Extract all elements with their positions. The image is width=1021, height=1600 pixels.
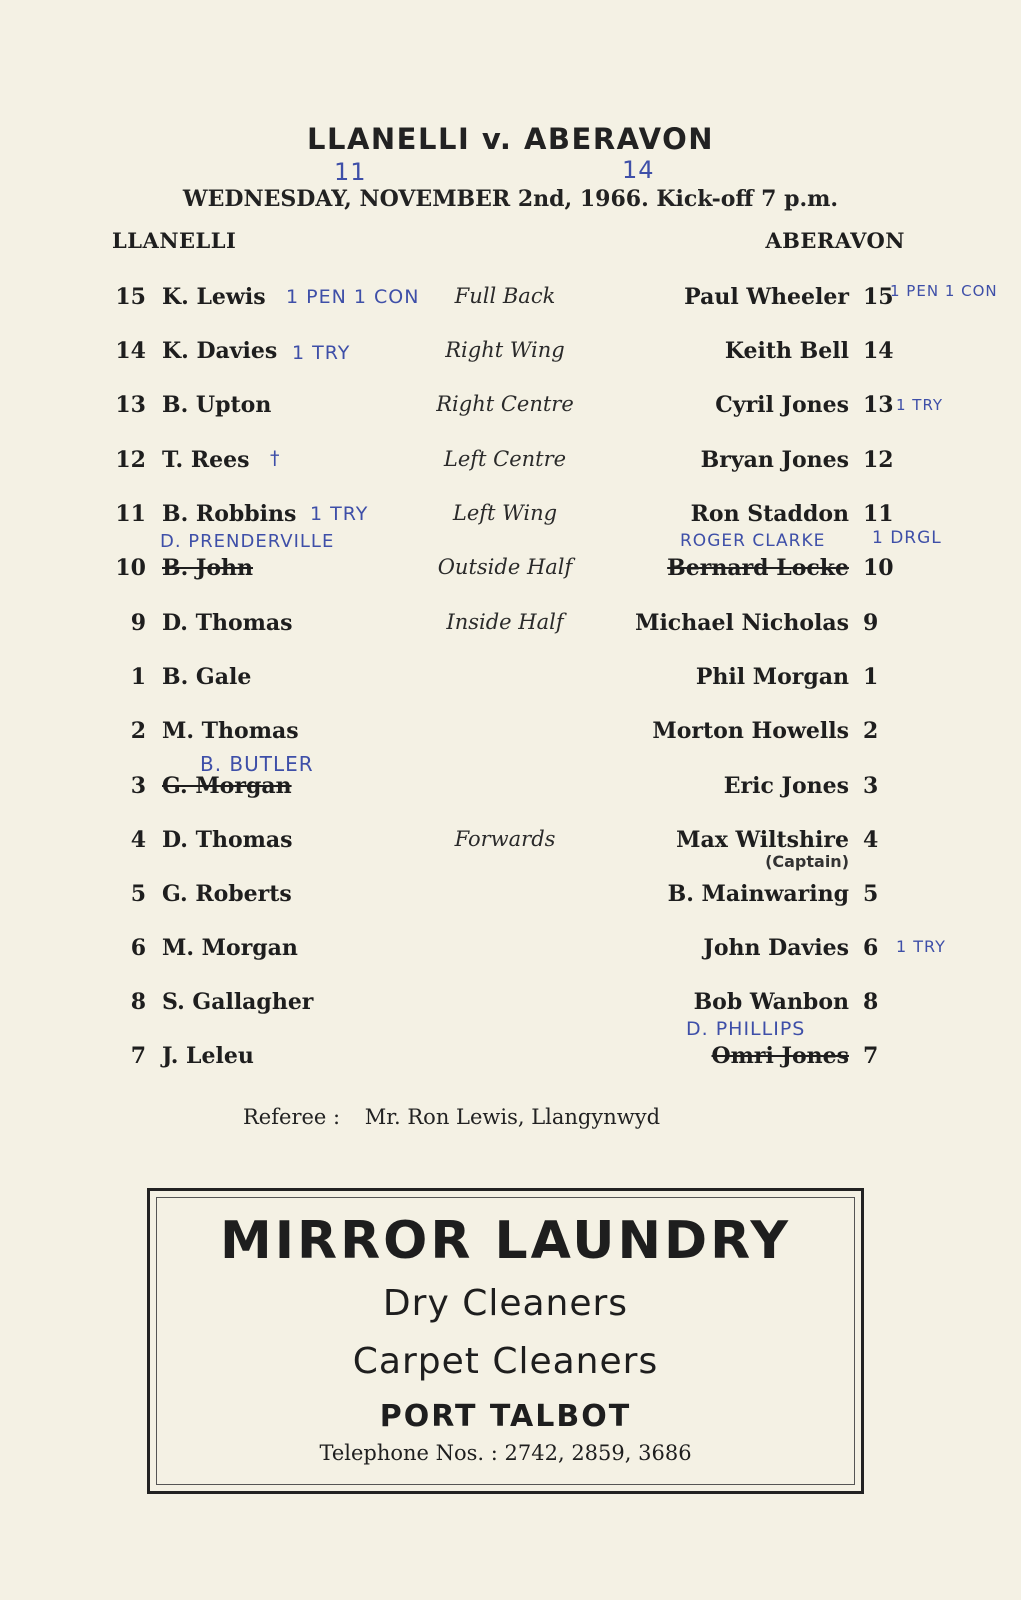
handwritten-note: 1 DRGL: [872, 528, 942, 548]
lineup-row: [0, 827, 1021, 867]
handwritten-replacement: D. PRENDERVILLE: [160, 531, 335, 552]
home-number: 7: [130, 1043, 146, 1069]
handwritten-note: 1 TRY: [896, 937, 946, 956]
away-player: Keith Bell: [724, 338, 849, 364]
home-player: M. Thomas: [162, 718, 299, 744]
away-number: 1: [863, 664, 879, 690]
home-player: D. Thomas: [162, 827, 293, 853]
away-number: 7: [863, 1043, 879, 1069]
home-player: G. Roberts: [162, 881, 292, 907]
away-player: Bob Wanbon: [693, 989, 849, 1015]
position-label: Left Wing: [452, 501, 558, 525]
away-number: 12: [863, 447, 894, 473]
home-player: B. Upton: [162, 392, 272, 418]
lineup-row: [0, 664, 1021, 704]
lineup-row: [0, 501, 1021, 541]
away-number: 8: [863, 989, 879, 1015]
position-label: Left Centre: [443, 447, 567, 471]
captain-note: (Captain): [765, 852, 849, 871]
home-player: B. Gale: [162, 664, 252, 690]
home-player: T. Rees: [162, 447, 250, 473]
handwritten-note: †: [270, 447, 281, 469]
lineup-row: [0, 447, 1021, 487]
home-number: 11: [115, 501, 146, 527]
home-player: K. Lewis: [162, 284, 266, 310]
home-number: 3: [130, 773, 146, 799]
advert-place: PORT TALBOT: [379, 1399, 632, 1434]
away-number: 13: [863, 392, 894, 418]
away-player: Morton Howells: [652, 718, 849, 744]
position-label: Right Centre: [436, 392, 574, 416]
position-label: Forwards: [454, 827, 556, 851]
referee-name: Mr. Ron Lewis, Llangynwyd: [364, 1105, 661, 1129]
home-number: 5: [130, 881, 146, 907]
handwritten-score-llanelli: 11: [334, 158, 367, 186]
handwritten-note: 1 TRY: [310, 503, 369, 525]
lineup-row: [0, 284, 1021, 324]
away-team-heading: ABERAVON: [765, 228, 905, 253]
referee-line: [243, 1105, 660, 1129]
lineup-row: [0, 338, 1021, 378]
lineup-row: [0, 555, 1021, 595]
home-player: S. Gallagher: [162, 989, 314, 1015]
away-player: Cyril Jones: [715, 392, 849, 418]
position-label: Inside Half: [446, 610, 564, 634]
match-date-line: WEDNESDAY, NOVEMBER 2nd, 1966. Kick-off 7 p.m.: [182, 186, 839, 212]
home-number: 6: [130, 935, 146, 961]
away-number: 6: [863, 935, 879, 961]
handwritten-note: 1 TRY: [292, 342, 351, 364]
lineup-row: [0, 718, 1021, 758]
position-label: Right Wing: [445, 338, 565, 362]
away-player: Eric Jones: [723, 773, 849, 799]
position-label: Outside Half: [437, 555, 573, 579]
handwritten-replacement: ROGER CLARKE: [680, 531, 826, 551]
away-player-struck: Omri Jones: [711, 1043, 849, 1069]
home-player-struck: B. John: [162, 555, 253, 581]
home-player: J. Leleu: [162, 1043, 254, 1069]
lineup-row: [0, 881, 1021, 921]
advert-line-carpet-cleaners: Carpet Cleaners: [352, 1341, 659, 1382]
handwritten-score-aberavon: 14: [622, 156, 655, 184]
home-player-struck: G. Morgan: [162, 773, 292, 799]
home-number: 4: [130, 827, 146, 853]
home-number: 15: [115, 284, 146, 310]
away-player: Michael Nicholas: [635, 610, 849, 636]
away-number: 11: [863, 501, 894, 527]
away-number: 9: [863, 610, 879, 636]
home-player: M. Morgan: [162, 935, 298, 961]
lineup-row: [0, 989, 1021, 1029]
away-player: Paul Wheeler: [684, 284, 849, 310]
home-number: 2: [130, 718, 146, 744]
away-number: 4: [863, 827, 879, 853]
match-title: LLANELLI v. ABERAVON: [307, 122, 714, 156]
lineup-row: [0, 773, 1021, 813]
away-player: Max Wiltshire: [676, 827, 849, 853]
referee-label: Referee :: [243, 1105, 341, 1129]
home-number: 14: [115, 338, 146, 364]
advert-telephone: Telephone Nos. : 2742, 2859, 3686: [319, 1441, 692, 1465]
away-player: Ron Staddon: [690, 501, 849, 527]
away-player: Phil Morgan: [695, 664, 849, 690]
position-label: Full Back: [454, 284, 556, 308]
home-number: 10: [115, 555, 146, 581]
away-number: 2: [863, 718, 879, 744]
away-number: 5: [863, 881, 879, 907]
handwritten-replacement: D. PHILLIPS: [686, 1018, 806, 1040]
home-player: D. Thomas: [162, 610, 293, 636]
away-player: Bryan Jones: [700, 447, 849, 473]
advert-line-dry-cleaners: Dry Cleaners: [382, 1283, 629, 1324]
lineup-row: [0, 1043, 1021, 1083]
advert-title: MIRROR LAUNDRY: [219, 1211, 792, 1271]
lineup-row: [0, 610, 1021, 650]
away-player-struck: Bernard Locke: [667, 555, 849, 581]
handwritten-note: 1 PEN 1 CON: [890, 282, 998, 300]
handwritten-replacement: B. BUTLER: [200, 752, 314, 776]
handwritten-note: 1 TRY: [896, 396, 944, 414]
away-number: 10: [863, 555, 894, 581]
away-number: 3: [863, 773, 879, 799]
home-player: B. Robbins: [162, 501, 297, 527]
home-number: 13: [115, 392, 146, 418]
home-number: 8: [130, 989, 146, 1015]
lineup-row: [0, 392, 1021, 432]
handwritten-note: 1 PEN 1 CON: [286, 286, 420, 308]
home-number: 9: [130, 610, 146, 636]
away-player: John Davies: [703, 935, 849, 961]
away-number: 14: [863, 338, 894, 364]
advertisement-box: [147, 1188, 864, 1494]
home-team-heading: LLANELLI: [112, 228, 237, 253]
home-player: K. Davies: [162, 338, 278, 364]
home-number: 12: [115, 447, 146, 473]
lineup-row: [0, 935, 1021, 975]
home-number: 1: [130, 664, 146, 690]
away-number: 15: [863, 284, 894, 310]
away-player: B. Mainwaring: [667, 881, 849, 907]
